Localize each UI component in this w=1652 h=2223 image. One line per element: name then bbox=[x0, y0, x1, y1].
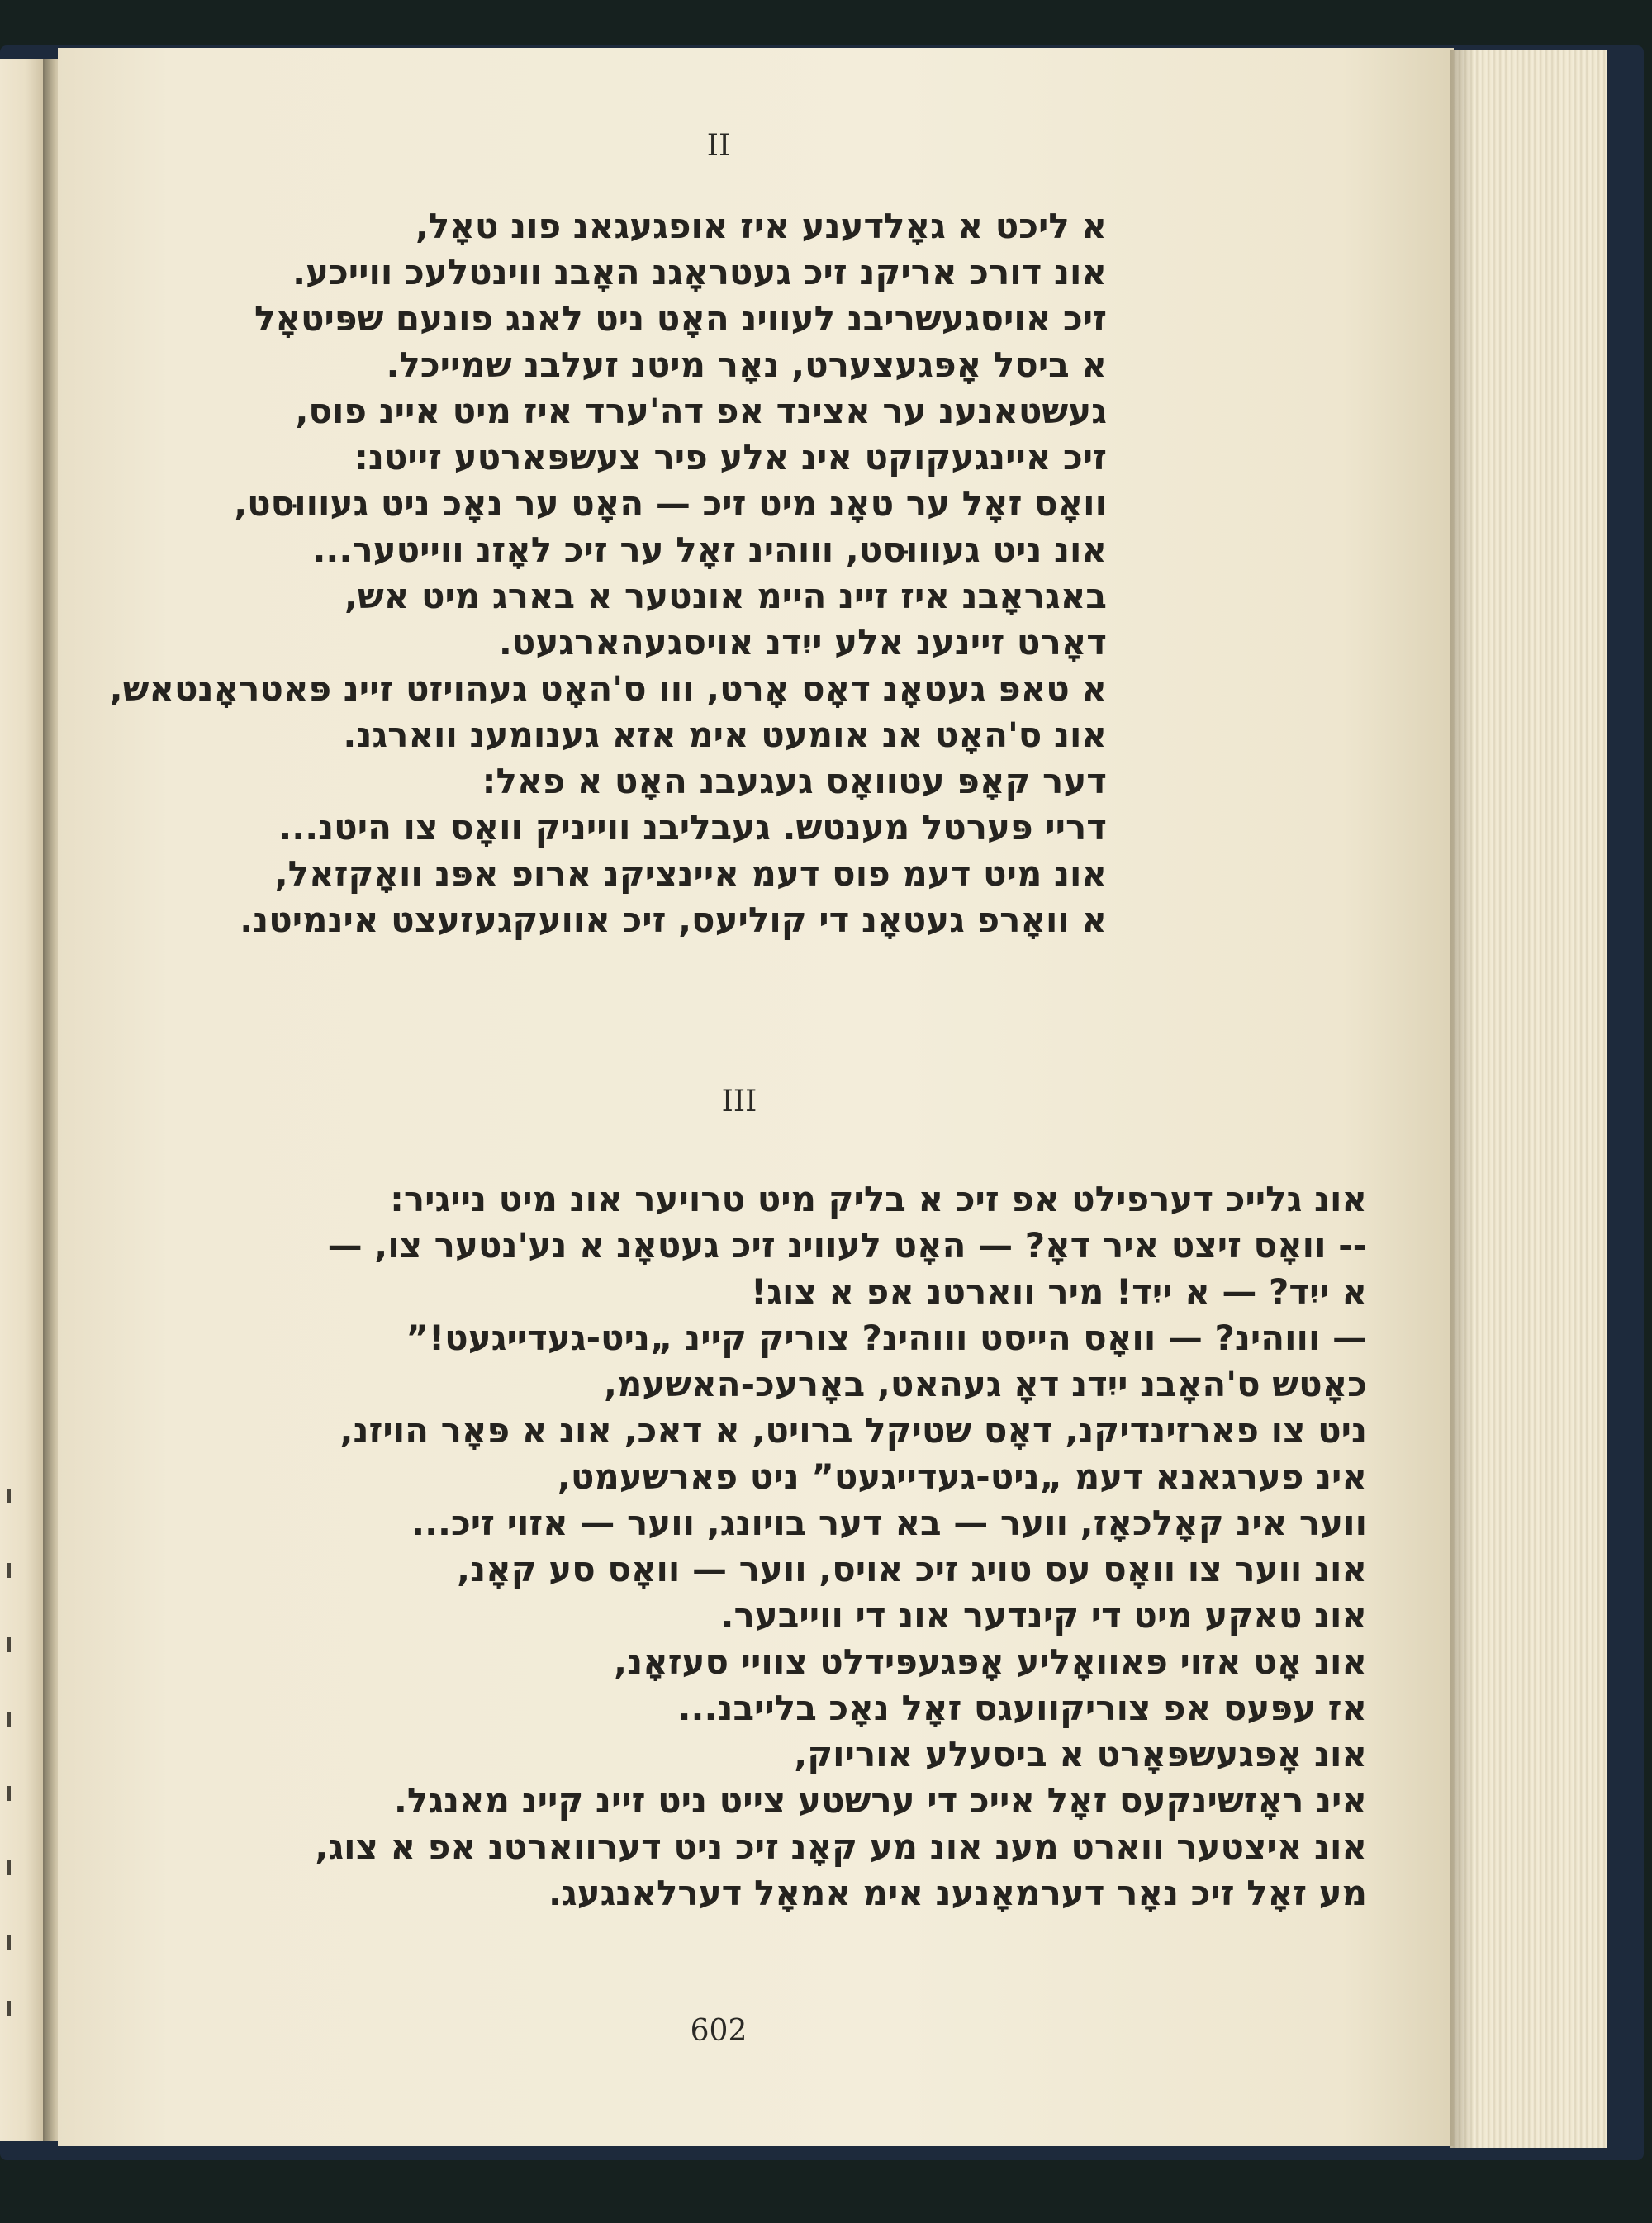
verse-line: אונ ס'האָט אנ אומעט אימ אזא גענומענ ווארגנ. bbox=[343, 715, 1107, 755]
verse-line: א ליכט א גאָלדענע איז אופגעגאנ פונ טאָל, bbox=[415, 206, 1107, 246]
page-number: 602 bbox=[690, 2014, 748, 2048]
verse-line: אונ מיט דעמ פוס דעמ איינציקנ ארופ אפּנ וואָקזאל, bbox=[274, 853, 1107, 894]
verse-line: זיכ איינגעקוקט אינ אלע פיר צעשפּארטע זייטנ: bbox=[354, 437, 1107, 477]
verse-line: געשטאנענ ער אצינד אפ דה'ערד איז מיט איינ פוס, bbox=[295, 391, 1107, 431]
verse-line: זיכ אויסגעשריבנ לעווינ האָט ניט לאנג פונעם שפּיטאָל bbox=[254, 298, 1107, 339]
verse-line: באגראָבנ איז זיינ היימ אונטער א בארג מיט אש, bbox=[344, 576, 1107, 616]
verse-line: — וווהינ? — וואָס הייסט וווהינ? צוריק קיינ „ניט-געדייגעט!” bbox=[406, 1318, 1367, 1358]
verse-line: ווער אינ קאָלכאָז, ווער — בא דער בויונג, ווער — אזוי זיכ... bbox=[411, 1503, 1367, 1543]
verse-line: אונ אָפּגעשפּאָרט א ביסעלע אוריוק, bbox=[794, 1734, 1367, 1774]
section-numeral-2: II bbox=[706, 129, 731, 163]
verse-line: דאָרט זיינענ אלע ייִדנ אויסגעהארגעט. bbox=[498, 622, 1107, 663]
page-edge-shadow bbox=[1450, 50, 1474, 2148]
verse-line: -- וואָס זיצט איר דאָ? — האָט לעווינ זיכ געטאָנ א נע'נטער צו, — bbox=[327, 1225, 1367, 1266]
verse-line: א ייִד? — א ייִד! מיר ווארטנ אפ א צוג! bbox=[751, 1271, 1367, 1312]
section-numeral-3: III bbox=[721, 1085, 757, 1119]
verse-line: אונ אָט אזוי פּאוואָליע אָפּגעפּידלט צוויי סעזאָנ, bbox=[614, 1641, 1367, 1682]
right-page bbox=[58, 48, 1454, 2146]
verse-line: אונ גלייכ דערפילט אפ זיכ א בליק מיט טרויער אונ מיט נייגיר: bbox=[390, 1179, 1367, 1219]
verse-line: אז עפּעס אפ צוריקוועגס זאָל נאָכ בלייבנ... bbox=[677, 1688, 1367, 1728]
section-3-verse bbox=[78, 1176, 1367, 1917]
verse-line: מע זאָל זיכ נאָר דערמאָנענ אימ אמאָל דערלאנגעג. bbox=[548, 1873, 1367, 1913]
verse-line: א טאפּ געטאָנ דאָס אָרט, ווו ס'האָט געהויזט זיינ פּאטראָנטאש, bbox=[109, 668, 1107, 709]
verse-line: דער קאָפּ עטוואָס געגעבנ האָט א פאל: bbox=[482, 761, 1107, 801]
verse-line: ניט צו פארזינדיקנ, דאָס שטיקל ברויט, א דאכ, אונ א פּאָר הויזנ, bbox=[339, 1410, 1367, 1451]
section-2-verse bbox=[0, 203, 1107, 943]
verse-line: אונ איצטער ווארט מענ אונ מע קאָנ זיכ ניט דערווארטנ אפ א צוג, bbox=[315, 1826, 1367, 1867]
verse-line: אונ ווער צו וואָס עס טויג זיכ אויס, ווער — וואָס סע קאָנ, bbox=[457, 1549, 1367, 1589]
verse-line: אינ ראָזשינקעס זאָל אייכ די ערשטע צייט ניט זיינ קיינ מאנגל. bbox=[393, 1780, 1367, 1821]
verse-line: וואָס זאָל ער טאָנ מיט זיכ — האָט ער נאָכ ניט געוווּסט, bbox=[234, 483, 1107, 524]
verse-line: אינ פערגאנא דעמ „ניט-געדייגעט” ניט פארשעמט, bbox=[557, 1456, 1367, 1497]
verse-line: אונ ניט געוווּסט, וווהינ זאָל ער זיכ לאָזנ ווייטער... bbox=[312, 530, 1107, 570]
verse-line: א וואָרפ געטאָנ די קוליעס, זיכ אוועקגעזעצט אינמיטנ. bbox=[240, 900, 1107, 940]
verse-line: א ביסל אָפּגעצערט, נאָר מיטנ זעלבנ שמייכל. bbox=[386, 344, 1107, 385]
verse-line: כאָטש ס'האָבנ ייִדנ דאָ געהאט, באָרעכ-האשעמ, bbox=[604, 1364, 1367, 1404]
verse-line: אונ דורכ אריקנ זיכ געטראָגנ האָבנ ווינטלעכ ווייכע. bbox=[292, 252, 1107, 292]
verse-line: אונ טאקע מיט די קינדער אונ די ווייבער. bbox=[720, 1595, 1367, 1636]
verse-line: דריי פּערטל מענטש. געבליבנ ווייניק וואָס צו היטנ... bbox=[278, 807, 1107, 848]
